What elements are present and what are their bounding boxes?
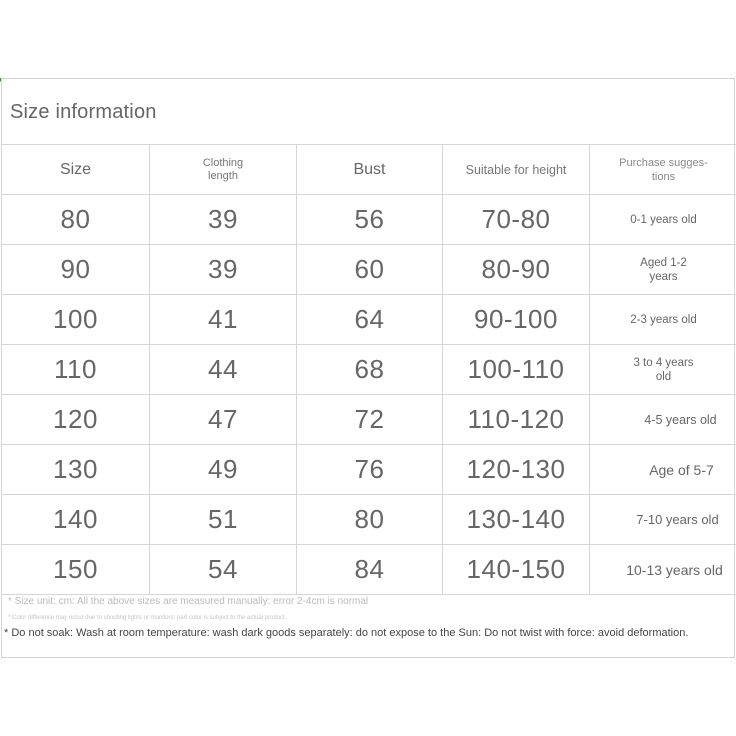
- header-height: Suitable for height: [443, 145, 590, 195]
- cell-length: 51: [150, 495, 297, 545]
- size-info-card: [1, 78, 735, 658]
- header-purchase-text: Purchase sugges- tions: [619, 156, 708, 183]
- cell-bust: 64: [297, 295, 443, 345]
- header-bust: Bust: [297, 145, 443, 195]
- cell-age: Age of 5-7: [590, 445, 736, 495]
- cell-size: 80: [2, 195, 150, 245]
- cell-size: 90: [2, 245, 150, 295]
- size-table: [1, 144, 736, 595]
- cell-size: 140: [2, 495, 150, 545]
- cell-height: 100-110: [443, 345, 590, 395]
- cell-size: 100: [2, 295, 150, 345]
- table-header-row: [2, 145, 736, 195]
- cell-height: 140-150: [443, 545, 590, 595]
- cell-height: 130-140: [443, 495, 590, 545]
- table-row: [2, 295, 736, 345]
- cell-bust: 56: [297, 195, 443, 245]
- header-clothing-length-text: Clothing length: [202, 156, 244, 182]
- table-row: [2, 195, 736, 245]
- cell-bust: 68: [297, 345, 443, 395]
- cell-age: 0-1 years old: [590, 195, 736, 245]
- cell-length: 39: [150, 195, 297, 245]
- cell-height: 120-130: [443, 445, 590, 495]
- cell-size: 120: [2, 395, 150, 445]
- cell-length: 41: [150, 295, 297, 345]
- table-row: [2, 495, 736, 545]
- cell-bust: 72: [297, 395, 443, 445]
- header-clothing-length: [150, 145, 297, 195]
- note-care-instructions: * Do not soak: Wash at room temperature: wash dark goods separately: do not expose to the Sun: Do not twist with force: avoid deformation.: [4, 627, 689, 639]
- cell-height: 90-100: [443, 295, 590, 345]
- cell-size: 150: [2, 545, 150, 595]
- cell-bust: 80: [297, 495, 443, 545]
- cell-length: 54: [150, 545, 297, 595]
- cell-size: 130: [2, 445, 150, 495]
- cell-height: 110-120: [443, 395, 590, 445]
- note-size-unit: * Size unit: cm: All the above sizes are measured manually: error 2-4cm is normal: [8, 596, 369, 607]
- page-title: Size information: [10, 101, 157, 123]
- cell-age-text: Aged 1-2 years: [640, 256, 687, 283]
- cell-age: [590, 245, 736, 295]
- header-size: Size: [2, 145, 150, 195]
- cell-height: 80-90: [443, 245, 590, 295]
- table-row: [2, 245, 736, 295]
- note-color-difference: * Color difference may occur due to shooting lights or monitors: part color is subject to the actual product.: [8, 615, 287, 621]
- cell-bust: 60: [297, 245, 443, 295]
- cell-length: 49: [150, 445, 297, 495]
- header-purchase: [590, 145, 736, 195]
- cell-bust: 84: [297, 545, 443, 595]
- cell-size: 110: [2, 345, 150, 395]
- table-row: [2, 345, 736, 395]
- cell-bust: 76: [297, 445, 443, 495]
- cell-age-text: 3 to 4 years old: [633, 356, 694, 383]
- cell-length: 44: [150, 345, 297, 395]
- cell-length: 47: [150, 395, 297, 445]
- cell-age: 2-3 years old: [590, 295, 736, 345]
- cell-length: 39: [150, 245, 297, 295]
- table-row: [2, 545, 736, 595]
- cell-age: 7-10 years old: [590, 495, 736, 545]
- cell-age: [590, 345, 736, 395]
- cell-age: 10-13 years old: [590, 545, 736, 595]
- cell-age: 4-5 years old: [590, 395, 736, 445]
- cell-height: 70-80: [443, 195, 590, 245]
- table-row: [2, 395, 736, 445]
- table-row: [2, 445, 736, 495]
